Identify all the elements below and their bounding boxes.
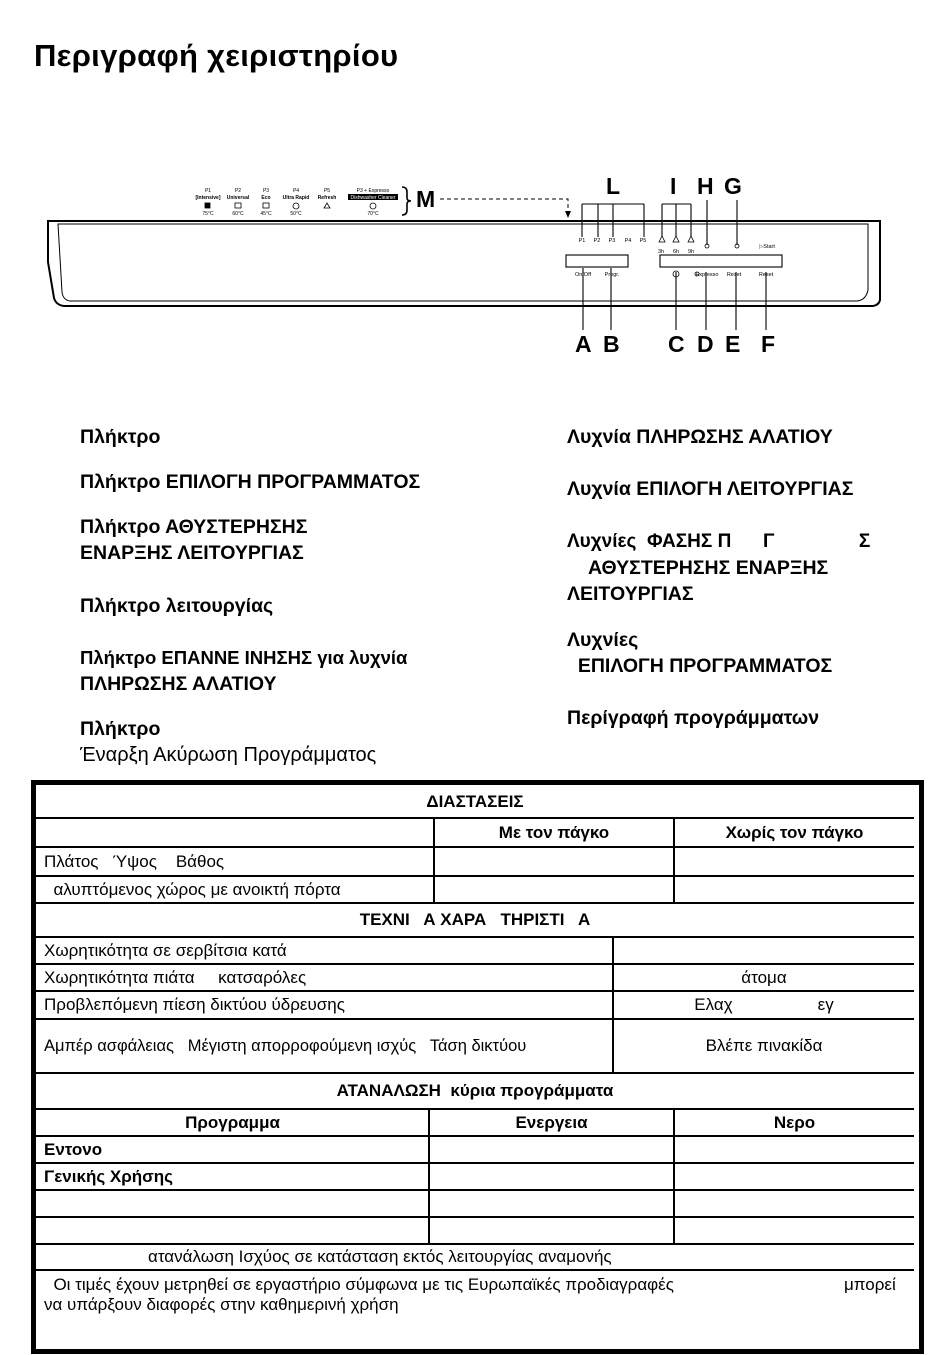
program-temp: 45°C	[260, 211, 272, 217]
delay-led-label: 9h	[687, 249, 695, 255]
table-row	[36, 786, 914, 819]
without-counter-header: Χωρίς τον πάγκο	[673, 819, 914, 846]
callout-L: L	[606, 173, 621, 199]
tech-value: Ελαχ εγ	[612, 992, 914, 1018]
program-code: P5	[323, 188, 331, 194]
table-row	[36, 1164, 914, 1191]
progr-label: Progr.	[604, 272, 620, 278]
prog-led-label: P1	[578, 238, 586, 244]
program-name: Dishwasher Cleaner	[350, 195, 396, 201]
program-name-cell: Εντονο	[44, 1139, 103, 1159]
legend-left-1: Πλήκτρο	[80, 426, 161, 448]
open-door-label: αλυπτόμενος χώρος με ανοικτή πόρτα	[44, 879, 341, 899]
legend-right-4: Λυχνίες ΕΠΙΛΟΓΗ ΠΡΟΓΡΑΜΜΑΤΟΣ	[567, 629, 833, 677]
delay-led-label: 6h	[672, 249, 680, 255]
callout-E: E	[725, 331, 741, 357]
tech-label: Αμπέρ ασφάλειας Μέγιστη απορροφούμενη ισχύς Τάση δικτύου	[44, 1036, 527, 1055]
prog-led-label: P5	[639, 238, 647, 244]
program-temp: 75°C	[202, 211, 214, 217]
table-row	[36, 819, 914, 848]
with-counter-header: Με τον πάγκο	[433, 819, 673, 846]
callout-B: B	[603, 331, 620, 357]
energy-column-header: Ενεργεια	[428, 1110, 673, 1135]
standby-consumption: ατανάλωση Ισχύος σε κατάσταση εκτός λειτουργίας αναμονής	[148, 1247, 612, 1266]
program-code: P2	[234, 188, 242, 194]
program-name-cell: Γενικής Χρήσης	[44, 1166, 173, 1186]
program-temp: 50°C	[290, 211, 302, 217]
table-row	[36, 1191, 914, 1218]
table-row	[36, 965, 914, 992]
on-off-label: On/Off	[574, 272, 592, 278]
table-row	[36, 1245, 914, 1271]
callout-G: G	[724, 173, 742, 199]
note-may: μπορεί	[844, 1275, 896, 1294]
program-code: P3	[262, 188, 270, 194]
delay-led-label: 3h	[657, 249, 665, 255]
prog-led-label: P4	[624, 238, 632, 244]
table-row	[36, 1110, 914, 1137]
callout-I: I	[670, 173, 677, 199]
legend-left-5: Πλήκτρο ΕΠΑΝΝΕ ΙΝΗΣΗΣ για λυχνία ΠΛΗΡΩΣΗΣ ΑΛΑΤΙΟΥ	[80, 647, 408, 695]
table-row	[36, 1020, 914, 1074]
legend-right-1: Λυχνία ΠΛΗΡΩΣΗΣ ΑΛΑΤΙΟΥ	[567, 426, 833, 448]
reset-s-label: Reset	[726, 272, 742, 278]
callout-A: A	[575, 331, 592, 357]
water-column-header: Νερο	[673, 1110, 914, 1135]
tech-header: ΤΕΧΝΙ Α ΧΑΡΑ ΤΗΡΙΣΤΙ Α	[359, 910, 591, 929]
program-temp: 60°C	[232, 211, 244, 217]
table-row	[36, 1218, 914, 1245]
note-line-2: να υπάρξουν διαφορές στην καθημερινή χρήση	[44, 1295, 399, 1314]
program-name: Universal	[226, 195, 250, 201]
table-row	[36, 848, 914, 877]
tech-label: Χωρητικότητα σε σερβίτσια κατά	[44, 940, 287, 960]
legend-right-3: Λυχνίες ΦΑΣΗΣ Π Γ Σ ΑΘΥΣΤΕΡΗΣΗΣ ΕΝΑΡΞΗΣ ΛΕΙΤΟΥΡΓΙΑΣ	[567, 531, 871, 605]
callout-D: D	[697, 331, 714, 357]
legend-left-6: Πλήκτρο Έναρξη Ακύρωση Προγράμματος	[80, 718, 377, 766]
table-row	[36, 1074, 914, 1110]
table-row	[36, 877, 914, 904]
tech-value	[612, 938, 914, 963]
table-row	[36, 1271, 914, 1319]
program-code: P4	[292, 188, 300, 194]
dimensions-header: ΔΙΑΣΤΑΣΕΙΣ	[426, 791, 524, 811]
program-name-cell	[36, 1191, 429, 1216]
program-name: Refresh	[317, 195, 337, 201]
program-temp: 70°C	[367, 211, 379, 217]
program-name: [Intensive]	[195, 195, 221, 201]
consumption-header: ΑΤΑΝΑΛΩΣΗ κύρια προγράμματα	[336, 1081, 614, 1100]
legend-right-2: Λυχνία ΕΠΙΛΟΓΗ ΛΕΙΤΟΥΡΓΙΑΣ	[567, 478, 854, 500]
tech-label: Χωρητικότητα πιάτα κατσαρόλες	[44, 967, 307, 987]
page-title: Περιγραφή χειριστηρίου	[34, 38, 399, 73]
tech-label: Προβλεπόμενη πίεση δικτύου ύδρευσης	[44, 995, 345, 1014]
legend-left-4: Πλήκτρο λειτουργίας	[80, 595, 274, 617]
expresso-label: Expresso	[695, 272, 719, 278]
program-code: P1	[204, 188, 212, 194]
callout-H: H	[697, 173, 714, 199]
tech-value: άτομα	[612, 965, 914, 990]
table-row	[36, 904, 914, 938]
tech-value: Βλέπε πινακίδα	[612, 1020, 914, 1072]
legend-left-2: Πλήκτρο ΕΠΙΛΟΓΗ ΠΡΟΓΡΑΜΜΑΤΟΣ	[80, 471, 421, 493]
program-column-header: Προγραμμα	[185, 1112, 280, 1132]
prog-led-label: P3	[608, 238, 616, 244]
legend-right-5: Περίγραφή προγράμματων	[567, 707, 820, 729]
program-name-cell	[36, 1218, 429, 1243]
table-row	[36, 938, 914, 965]
program-name: Eco	[261, 195, 271, 201]
table-row	[36, 1137, 914, 1164]
start-label: ▷Start	[759, 244, 775, 250]
callout-C: C	[668, 331, 685, 357]
program-name: Ultra Rapid	[282, 195, 310, 201]
note-line-1: Οι τιμές έχουν μετρηθεί σε εργαστήριο σύμφωνα με τις Ευρωπαϊκές προδιαγραφές	[44, 1275, 674, 1294]
table-row	[36, 992, 914, 1020]
legend-left-3: Πλήκτρο ΑΘΥΣΤΕΡΗΣΗΣ ΕΝΑΡΞΗΣ ΛΕΙΤΟΥΡΓΙΑΣ	[80, 516, 308, 564]
reset-label: Reset	[758, 272, 774, 278]
prog-led-label: P2	[593, 238, 601, 244]
callout-F: F	[761, 331, 776, 357]
control-panel-diagram	[0, 150, 950, 370]
dims-label: Πλάτος Ύψος Βάθος	[44, 851, 225, 871]
callout-M: M	[416, 186, 436, 212]
program-code: P3 + Expresso	[356, 188, 390, 194]
